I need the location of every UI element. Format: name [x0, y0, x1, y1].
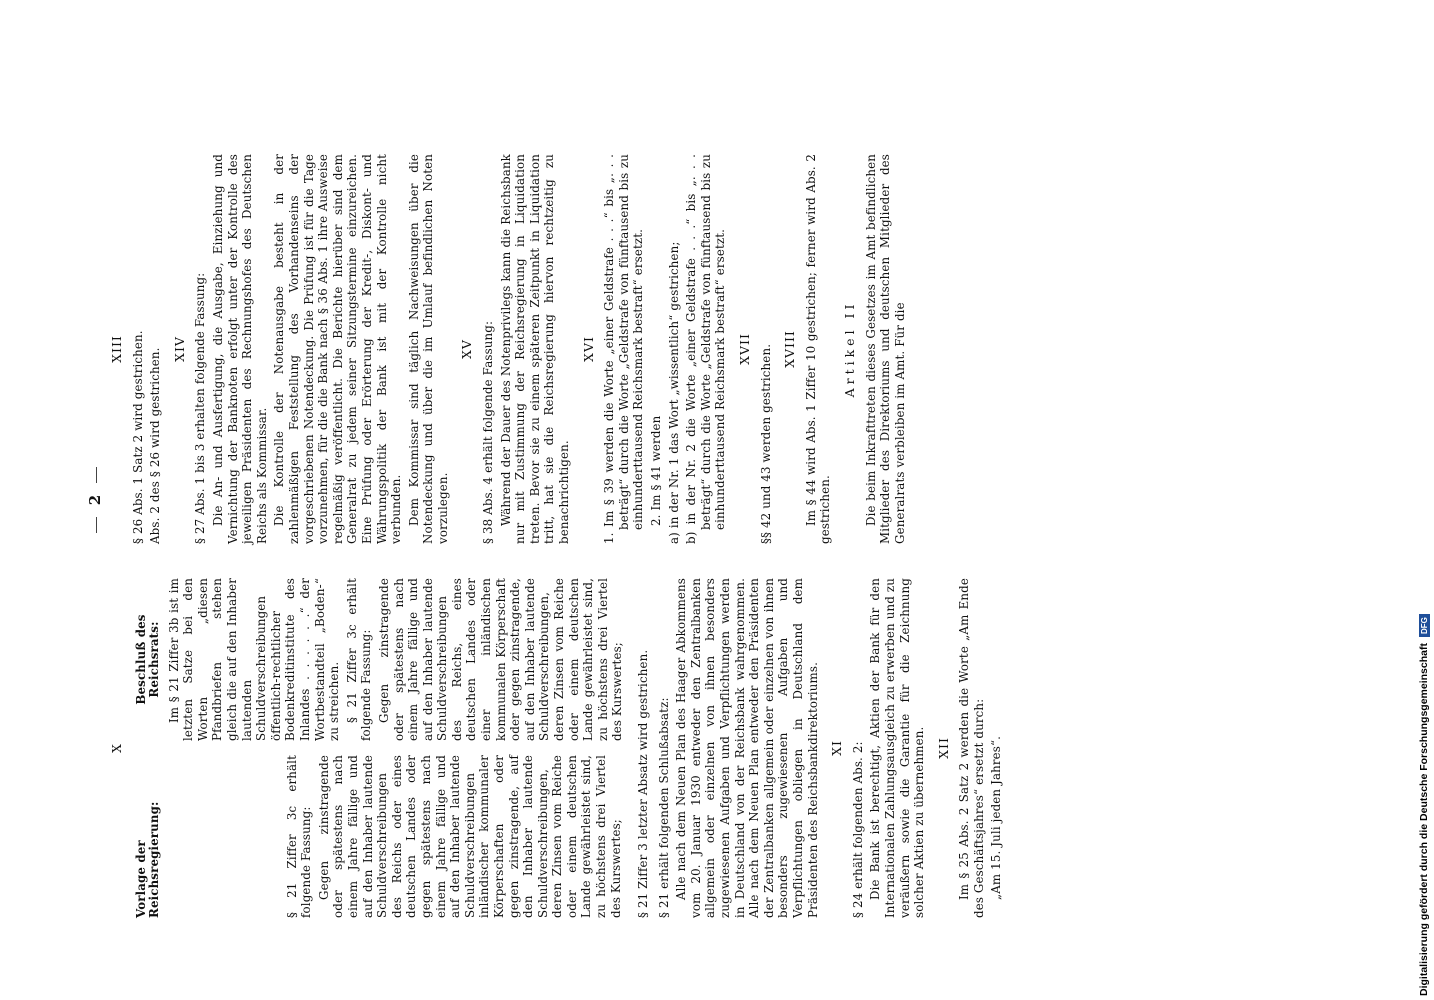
section-xvii-heading: XVII	[736, 333, 752, 365]
dfg-logo: DFG	[1419, 614, 1430, 637]
section-x-heading: X	[109, 743, 124, 753]
rr-p21-3c-intro: § 21 Ziffer 3c erhält folgende Fassung:	[344, 578, 374, 741]
right-column	[100, 154, 910, 544]
p21-final-text: Alle nach dem Neuen Plan des Haager Abkommens vom 20. Januar 1930 entweder den Zentralbanken allgemein oder einzelnen von ihnen besonders zugewiesenen Aufgaben und Verpflichtungen werden in Deutschland von der Reichsbank wahrgenommen. Alle nach dem Neuen Plan entweder den Präsidenten der Zentralbanken allgemein oder einzelnen von ihnen besonders zugewiesenen Aufgaben und Verpflichtungen obliegen in Deutschland dem Präsidenten des Reichsbankdirektoriums.	[674, 578, 820, 918]
gov-p21-3c-intro: § 21 Ziffer 3c erhält folgende Fassung:	[284, 755, 314, 918]
digitization-credit	[1418, 6, 1430, 996]
artikel-ii-text: Die beim Inkrafttreten dieses Gesetzes im Amt befindlichen Mitglieder des Direktoriums und deutschen Mitglieder des Generalrats verbleiben im Amt. Für die	[863, 154, 907, 544]
p25-text: „Am 15. Juli jeden Jahres“.	[989, 735, 1004, 900]
artikel-ii-heading: Artikel II	[841, 300, 857, 398]
p27-intro: § 27 Abs. 1 bis 3 erhalten folgende Fassung:	[193, 272, 208, 544]
rr-p21-3c-text: Gegen zinstragende oder spätestens nach einem Jahre fällige und auf den Inhaber lautende Schuldverschreibungen des Reichs, eines deutschen Landes oder einer inländischen kommunalen Körperschaft oder gegen zinstragende, auf den Inhaber lautende Schuldverschreibungen, deren Zinsen vom Reiche oder einem deutschen Lande gewährleistet sind, zu höchstens drei Viertel des Kurswertes;	[376, 578, 625, 741]
p24-text: Die Bank ist berechtigt, Aktien der Bank für den Internationalen Zahlungsausgleich zu erwerben und zu veräußern sowie die Garantie für die Zeichnung solcher Aktien zu übernehmen.	[868, 578, 927, 918]
reichsrat-decision-label: Beschluß des Reichsrats:	[133, 614, 161, 705]
p38-text: Während der Dauer des Notenprivilegs kann die Reichsbank nur mit Zustimmung der Reichsregierung in Liquidation treten. Bevor sie zu einem späteren Zeitpunkt in Liquidation tritt, hat sie die Reichsregierung hiervon rechtzeitig zu benachrichtigen.	[498, 154, 572, 544]
section-xi-heading: XI	[829, 740, 845, 756]
section-xviii-heading: XVIII	[782, 330, 798, 368]
p26-a: § 26 Abs. 1 Satz 2 wird gestrichen.	[130, 330, 145, 544]
p26-b: Abs. 2 des § 26 wird gestrichen.	[148, 347, 163, 544]
p42-text: §§ 42 und 43 werden gestrichen.	[758, 343, 773, 544]
p21-final-intro: § 21 erhält folgenden Schlußabsatz:	[656, 697, 671, 918]
p27-text-1: Die An- und Ausfertigung, die Ausgabe, Einziehung und Vernichtung der Banknoten erfolgt unter der Kontrolle des jeweiligen Präsidenten des Rechnungshofes des Deutschen Reichs als Kommissar.	[210, 154, 269, 544]
gov-p21-3c-text: Gegen zinstragende oder spätestens nach einem Jahre fällige und auf den Inhaber lautende Schuldverschreibungen des Reichs oder eines deutschen Landes oder gegen spätestens nach einem Jahre fällige und auf den Inhaber lautende Schuldverschreibungen inländischer kommunaler Körperschaften oder gegen zinstragende, auf den Inhaber lautende Schuldverschreibungen, deren Zinsen vom Reiche oder einem deutschen Lande gewährleistet sind, zu höchstens drei Viertel des Kurswertes;	[316, 755, 623, 918]
p25-intro: Im § 25 Abs. 2 Satz 2 werden die Worte „Am Ende des Geschäftsjahres“ ersetzt durch:	[957, 578, 986, 918]
p24-intro: § 24 erhält folgenden Abs. 2:	[850, 741, 865, 918]
government-proposal-label: Vorlage der Reichsregierung:	[133, 801, 161, 918]
comparison-columns	[131, 578, 628, 918]
reichsrat-decision	[131, 578, 628, 741]
p21-3-last-paragraph: § 21 Ziffer 3 letzter Absatz wird gestrichen.	[636, 649, 650, 918]
section-xv-heading: XV	[459, 339, 475, 359]
p39-text: 1. Im § 39 werden die Worte „einer Geldstrafe . . .“ bis „. . . beträgt“ durch die Worte „Geldstrafe von fünftausend bis zu einhunderttausend Reichsmark bestraft“ ersetzt.	[602, 154, 646, 544]
credit-text: Digitalisierung gefördert durch die Deutsche Forschungsgemeinschaft	[1418, 643, 1430, 996]
p41-b: b) in der Nr. 2 die Worte „einer Geldstrafe . . .“ bis „. . . beträgt“ durch die Worte „Geldstrafe von fünftausend bis zu einhunderttausend Reichsmark bestraft“ ersetzt.	[684, 154, 728, 544]
page-number: 2	[86, 0, 104, 1000]
p27-text-2: Die Kontrolle der Notenausgabe besteht in der zahlenmäßigen Feststellung des Vorhandenseins der vorgeschriebenen Notendeckung. Die Prüfung ist für die Tage vorzunehmen, für die die Bank nach § 36 Abs. 1 ihre Ausweise regelmäßig veröffentlicht. Die Berichte hierüber sind dem Generalrat zu jedem seiner Sitzungstermine einzureichen. Eine Prüfung oder Erörterung der Kredit-, Diskont- und Währungspolitik der Bank ist mit der Kontrolle nicht verbunden.	[272, 154, 404, 544]
rr-p21-3b-text: Im § 21 Ziffer 3b ist im letzten Satze bei den Worten „diesen Pfandbriefen stehen gleich die auf den Inhaber lautenden Schuldverschreibungen öffentlich-rechtlicher Bodenkreditinstitute des Inlandes . . . . . .“ der Wortbestandteil „Boden-“ zu streichen.	[166, 578, 342, 741]
p38-intro: § 38 Abs. 4 erhält folgende Fassung:	[481, 320, 496, 544]
government-proposal	[131, 755, 628, 918]
p41-a: a) in der Nr. 1 das Wort „wissentlich“ gestrichen;	[666, 241, 681, 544]
p44-text: Im § 44 wird Abs. 1 Ziffer 10 gestrichen; ferner wird Abs. 2 gestrichen.	[803, 154, 833, 544]
left-column	[100, 578, 1007, 918]
section-xii-heading: XII	[935, 737, 951, 759]
section-xiv-heading: XIV	[171, 336, 187, 362]
section-xvi-heading: XVI	[580, 336, 596, 362]
p41-intro: 2. Im § 41 werden	[649, 415, 663, 526]
section-xiii-heading: XIII	[109, 335, 124, 363]
p27-text-3: Dem Kommissar sind täglich Nachweisungen über die Notendeckung und über die im Umlauf befindlichen Noten vorzulegen.	[406, 154, 450, 544]
